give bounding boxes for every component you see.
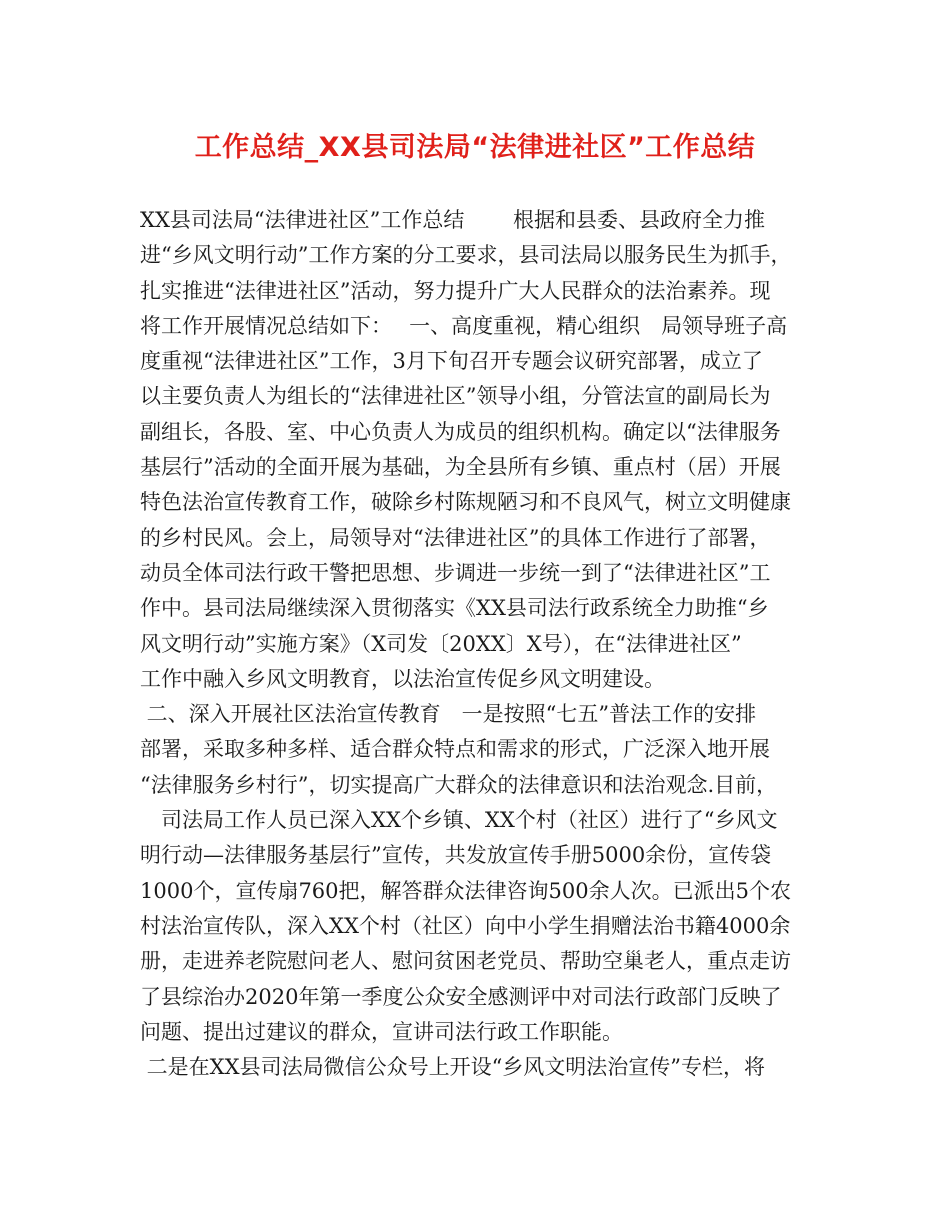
body-line: 特色法治宣传教育工作，破除乡村陈规陋习和不良风气，树立文明健康 bbox=[140, 490, 791, 515]
body-line: 部署，采取多种多样、适合群众特点和需求的形式，广泛深入地开展 bbox=[140, 737, 770, 762]
body-line: 进“乡风文明行动”工作方案的分工要求，县司法局以服务民生为抓手， bbox=[140, 243, 792, 268]
body-line: 二是在XX县司法局微信公众号上开设“乡风文明法治宣传”专栏，将 bbox=[140, 1055, 766, 1080]
body-line: 动员全体司法行政干警把思想、步调进一步统一到了“法律进社区”工 bbox=[140, 560, 771, 585]
body-line: 度重视“法律进社区”工作，3月下旬召开专题会议研究部署，成立了 bbox=[140, 349, 763, 374]
document-body bbox=[140, 203, 830, 1085]
body-line: 基层行”活动的全面开展为基础，为全县所有乡镇、重点村（居）开展 bbox=[140, 455, 781, 480]
body-line: 的乡村民风。会上，局领导对“法律进社区”的具体工作进行了部署， bbox=[140, 525, 771, 550]
body-line: 明行动—法律服务基层行”宣传，共发放宣传手册5000余份，宣传袋 bbox=[140, 843, 772, 868]
body-line: 村法治宣传队，深入XX个村（社区）向中小学生捐赠法治书籍4000余 bbox=[140, 913, 791, 938]
body-line: 风文明行动”实施方案》（X司发〔20XX〕X号），在“法律进社区” bbox=[140, 631, 742, 656]
body-line: 扎实推进“法律进社区”活动，努力提升广大人民群众的法治素养。现 bbox=[140, 278, 771, 303]
body-line: 工作中融入乡风文明教育，以法治宣传促乡风文明建设。 bbox=[140, 666, 665, 691]
body-line: 二、深入开展社区法治宣传教育 一是按照“七五”普法工作的安排 bbox=[140, 702, 757, 727]
body-line: 司法局工作人员已深入XX个乡镇、XX个村（社区）进行了“乡风文 bbox=[140, 808, 778, 833]
body-line: 以主要负责人为组长的“法律进社区”领导小组，分管法宣的副局长为 bbox=[140, 384, 771, 409]
body-line: 1000个，宣传扇760把，解答群众法律咨询500余人次。已派出5个农 bbox=[140, 878, 791, 903]
body-line: 副组长，各股、室、中心负责人为成员的组织机构。确定以“法律服务 bbox=[140, 419, 781, 444]
body-line: 作中。县司法局继续深入贯彻落实《XX县司法行政系统全力助推“乡 bbox=[140, 596, 769, 621]
body-line: 了县综治办2020年第一季度公众安全感测评中对司法行政部门反映了 bbox=[140, 984, 782, 1009]
document-title: 工作总结_XX县司法局“法律进社区”工作总结 bbox=[194, 132, 756, 163]
body-line: “法律服务乡村行”，切实提高广大群众的法律意识和法治观念.目前， bbox=[140, 772, 778, 797]
body-line: 问题、提出过建议的群众，宣讲司法行政工作职能。 bbox=[140, 1019, 623, 1044]
body-line: XX县司法局“法律进社区”工作总结 根据和县委、县政府全力推 bbox=[140, 208, 766, 232]
body-line: 将工作开展情况总结如下： 一、高度重视，精心组织 局领导班子高 bbox=[140, 313, 788, 338]
body-line: 册，走进养老院慰问老人、慰问贫困老党员、帮助空巢老人，重点走访 bbox=[140, 949, 791, 974]
